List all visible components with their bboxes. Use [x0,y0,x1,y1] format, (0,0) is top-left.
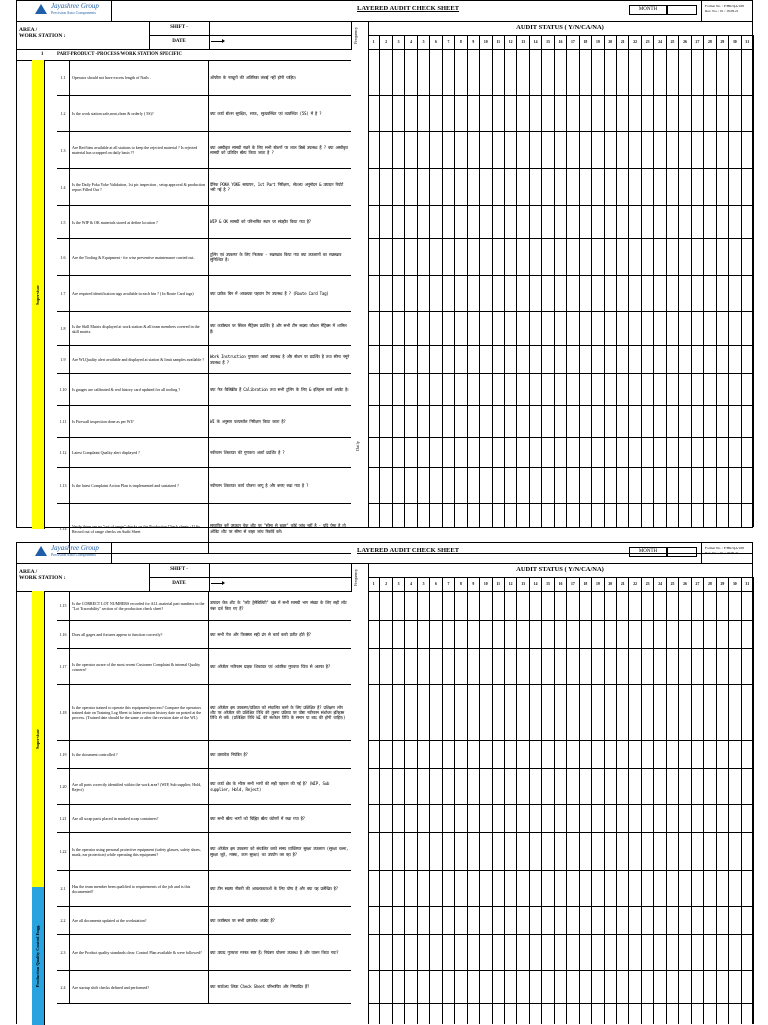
section-1-title: 1 PART-PRODUCT -PROCESS/WORK STATION SPECIFIC [17,49,351,61]
day-column [480,591,492,1024]
day-number-row [368,577,752,592]
item-number: 1.5 [57,206,70,238]
shift-label: SHIFT - [149,21,210,36]
grid-row-line [368,768,752,769]
frequency-label: Frequency [353,569,358,586]
day-number: 28 [704,35,716,49]
audit-sheet-page-2 [16,542,753,1024]
day-column [592,49,604,527]
shift-label: SHIFT - [149,563,210,578]
question-text: Latest Complaint Quality alert displayed ? [70,438,209,467]
day-number: 22 [629,577,641,591]
question-text: Is Firewall inspection done as per WI? [70,406,209,437]
grid-row-line [368,503,752,504]
day-number: 6 [430,35,442,49]
grid-row-line [368,405,752,406]
day-column [468,591,480,1024]
item-number: 1.19 [57,741,70,768]
question-text: Are all scrap parts placed in marked scrap containers? [70,805,209,832]
checklist-row [57,276,351,312]
day-column [542,591,554,1024]
checklist-row [57,971,351,1004]
checklist-row [57,907,351,935]
day-column [443,49,455,527]
day-number: 13 [517,577,529,591]
checklist-row [57,206,351,239]
day-column [704,591,716,1024]
item-number: 2.2 [57,907,70,934]
question-translation: क्या प्रत्येक बिन में आवश्यक पहचान टैग उपलब्ध हैं ? (Route Card Tag) [210,290,329,296]
day-number: 14 [530,35,542,49]
item-number: 1.1 [57,60,70,95]
grid-row-line [368,870,752,871]
grid-row-line [368,684,752,685]
day-number: 23 [642,577,654,591]
day-number: 31 [742,577,754,591]
checklist-row [57,741,351,769]
question-translation: क्या दस्तावेज़ नियंत्रित है? [210,751,248,757]
item-number: 1.4 [57,169,70,205]
question-translation: उत्पादन चेक शीट के "लॉट ट्रेसेबिलिटी" खंड में सभी सामग्री भाग संख्या के लिए सही लॉट नंबर दर्ज किए गए हैं? [210,600,347,611]
day-number: 8 [455,35,467,49]
question-translation: Work Instruction गुणवत्ता अलर्ट उपलब्ध है और स्टेशन पर प्रदर्शित है तथा सीमा नमूने उपलब्ध हैं ? [210,354,350,365]
question-text: Are required identification tags available in each bin ? ( In Route Card tags) [70,276,209,311]
grid-row-line [368,648,752,649]
day-column [555,591,567,1024]
checklist-row [57,621,351,649]
day-number: 29 [717,35,729,49]
day-column [729,49,741,527]
day-column [468,49,480,527]
checklist-row [57,871,351,907]
format-info: Format No. : F/HR/QA/168 Rev. No. : 01 / 18.09.21 [705,4,744,13]
question-text: Is the Daily Poka Yoke Validation, 1st pic inspection , setup approval & production report Filled Out ? [70,169,209,205]
day-number: 25 [667,35,679,49]
item-number: 1.2 [57,96,70,131]
day-number: 3 [393,577,405,591]
date-label: DATE [149,35,210,50]
item-number: 1.21 [57,805,70,832]
question-translation: क्या गेज कैलिब्रेटेड हैं Calibration तथा सभी टूलिंग के लिए & इतिहास कार्ड अपडेट है। [210,386,349,392]
day-column [717,49,729,527]
question-text: Does all gages and fixtures appear to function correctly? [70,621,209,648]
checklist-row [57,312,351,346]
question-text: Is the WIP & OK materials stored at define location ? [70,206,209,238]
arrow-right-icon [211,583,223,584]
day-column [493,591,505,1024]
day-column [580,591,592,1024]
question-translation: क्या सभी गेज और फिक्स्चर सही ढंग से कार्य करते प्रतीत होते हैं? [210,631,311,637]
brand-name: Jayashree Group [51,544,99,552]
grid-row-line [368,804,752,805]
day-column [617,591,629,1024]
production-quality-tag: Production Quality Control Engg. [32,887,45,1025]
checklist-row [57,685,351,741]
question-text: Is the work station safe,neat,clean & orderly ( 5S)? [70,96,209,131]
item-number: 1.16 [57,621,70,648]
day-number: 21 [617,577,629,591]
shift-field[interactable] [209,21,352,36]
question-text: Is the CORRECT LOT NUMBERS recorded for ALL material part numbers in the "Lot Traceability" section of the production check sheet? [70,591,209,620]
checklist-row [57,438,351,468]
question-text: Are WI,Quality alert available and displayed at station & limit samples available ? [70,346,209,373]
question-translation: क्या सभी स्क्रैप भागों को चिह्नित स्क्रैप कंटेनरों में रखा गया है? [210,815,305,821]
date-label: DATE [149,577,210,592]
grid-row-line [368,832,752,833]
grid-row-line [368,168,752,169]
checklist-row [57,239,351,276]
item-number: 1.11 [57,406,70,437]
day-column [580,49,592,527]
day-number: 15 [542,35,554,49]
day-column [418,591,430,1024]
question-translation: WIP & OK सामग्री को परिभाषित स्थान पर संग्रहीत किया गया है? [210,219,311,225]
question-translation: क्या कार्यस्थल पर स्किल मैट्रिक्स प्रदर्शित है और सभी टीम सदस्य कौशल मैट्रिक्स में शामिल हैं। [210,323,347,334]
question-translation: क्या ऑपरेटर इस उपकरण को संचालित करते समय व्यक्तिगत सुरक्षा उपकरण (सुरक्षा चश्मा, सुरक्षा जूते, मास्क, कान सुरक्षा) का उपयोग कर रहा है? [210,846,349,857]
day-column [617,49,629,527]
day-column [567,49,579,527]
day-column [517,591,529,1024]
checklist-row [57,132,351,169]
month-field[interactable] [667,547,697,557]
day-column [405,591,417,1024]
day-column [605,591,617,1024]
checklist-row [57,649,351,685]
question-text: Are the Product quality standards clear. Control Plan available & were followed? [70,935,209,970]
day-column [654,591,666,1024]
grid-row-line [368,1003,752,1004]
day-number: 4 [405,35,417,49]
day-number: 26 [679,35,691,49]
question-translation: क्या अस्वीकृत सामग्री रखने के लिए सभी स्टेशनों पर लाल डिब्बे उपलब्ध हैं ? क्या अस्वीकृत सामग्री को प्रतिदिन स्क्रैप किया जाता है ? [210,144,348,155]
question-translation: क्या कार्य स्टेशन सुरक्षित, साफ, सुव्यवस्थित एवं व्यवस्थित (5S) में है ? [210,110,322,116]
question-translation: दैनिक POKA YOKE सत्यापन, 1st Part निरीक्षण, सेटअप अनुमोदन & उत्पादन रिपोर्ट भरी गई है ? [210,181,343,192]
logo-icon [35,4,47,14]
day-number: 27 [692,577,704,591]
day-column [642,49,654,527]
day-number: 17 [567,35,579,49]
day-column [530,591,542,1024]
sheet-header [17,543,752,564]
day-number: 28 [704,577,716,591]
item-number: 1.6 [57,239,70,275]
day-column [567,591,579,1024]
question-text: Is the latest Complaint Action Plan is implemented and sustained ? [70,468,209,503]
day-column [455,591,467,1024]
day-number: 7 [443,35,455,49]
grid-row-line [368,345,752,346]
question-translation: क्या टीम सदस्य नौकरी की आवश्यकताओं के लिए योग्य है और क्या यह प्रलेखित है? [210,885,338,891]
checklist-row [57,833,351,871]
day-column [692,591,704,1024]
day-column [692,49,704,527]
day-column [592,591,604,1024]
item-number: 1.15 [57,591,70,620]
format-info: Format No. : F/HR/QA/168 Rev. No. : 01 / 18.09.21 [705,546,744,555]
item-number: 2.3 [57,935,70,970]
grid-row-line [368,205,752,206]
checklist-row [57,935,351,971]
day-column [654,49,666,527]
audit-status-grid[interactable] [368,591,752,1024]
day-column [505,49,517,527]
grid-row-line [368,740,752,741]
grid-row-line [368,238,752,239]
question-text: Is the operator trained to operate this equipment/process? Compare the operators trained date on Training Log Sheet to latest revision history date on posted at the process. (Trained date should be the same or after the revision date of the WI.) [70,685,209,740]
day-number: 5 [418,577,430,591]
question-text: Is gauges are calibrated & real history card updated for all tooling ? [70,374,209,405]
day-column [405,49,417,527]
item-number: 1.3 [57,132,70,168]
day-column [679,591,691,1024]
checklist-row [57,169,351,206]
brand-name: Jayashree Group [51,2,99,10]
day-number: 5 [418,35,430,49]
day-number: 30 [729,577,741,591]
day-number: 14 [530,577,542,591]
item-number: 1.22 [57,833,70,870]
item-number: 1.10 [57,374,70,405]
audit-status-header: AUDIT STATUS ( Y/N/CA/NA) [368,21,752,36]
day-number: 15 [542,577,554,591]
day-number: 22 [629,35,641,49]
month-label: MONTH [629,5,667,15]
date-field[interactable] [209,35,352,50]
day-column [443,591,455,1024]
logo-icon [35,546,47,556]
day-number: 2 [380,577,392,591]
question-translation: क्या ऑपरेटर इस उपकरण/प्रक्रिया को संचालित करने के लिए प्रशिक्षित है? प्रशिक्षण लॉग शीट पर ऑपरेटर की प्रशिक्षित तिथि की तुलना प्रक्रिया पर पोस्ट नवीनतम संशोधन इतिहास तिथि से करें। (प्रशिक्षित तिथि WI की संशोधन तिथि के समान या बाद की होनी चाहिए।) [210,704,346,721]
item-number: 1.9 [57,346,70,373]
company-logo [31,2,111,20]
day-number: 24 [654,577,666,591]
grid-row-line [368,970,752,971]
day-number: 9 [468,577,480,591]
question-text: Operator should not have excess length of Nails . [70,60,209,95]
frequency-column [351,21,369,527]
grid-row-line [368,311,752,312]
day-number: 20 [605,577,617,591]
frequency-value: Daily [355,441,360,451]
item-number: 1.17 [57,649,70,684]
date-field[interactable] [209,577,352,592]
day-number: 10 [480,577,492,591]
checklist-row [57,60,351,96]
audit-status-header: AUDIT STATUS ( Y/N/CA/NA) [368,563,752,578]
day-number: 23 [642,35,654,49]
sheet-title: LAYERED AUDIT CHECK SHEET [357,5,460,12]
day-column [393,49,405,527]
day-number: 2 [380,35,392,49]
item-number: 1.20 [57,769,70,804]
day-number: 30 [729,35,741,49]
checklist-row [57,374,351,406]
day-number: 12 [505,577,517,591]
grid-row-line [368,934,752,935]
day-number: 18 [580,577,592,591]
brand-subtitle: Precision Auto Components [51,552,96,557]
supervisor-tag: Supervisor [32,591,45,887]
day-number: 29 [717,577,729,591]
day-number: 10 [480,35,492,49]
question-translation: WI के अनुसार फायरवॉल निरीक्षण किया जाता है? [210,418,286,424]
item-number: 1.18 [57,685,70,740]
audit-status-grid[interactable] [368,49,752,527]
question-translation: टूलिंग एवं उपकरण के लिए निवारक - रखरखाव किया गया क्या उपकरणों का रखरखाव सुनिश्चित है। [210,251,342,262]
question-translation: नवीनतम शिकायत कार्य योजना लागू है और बनाए रखा गया है ? [210,482,309,488]
question-text: Are startup shift checks defined and performed? [70,971,209,1003]
day-number: 1 [368,35,380,49]
item-number: 2.1 [57,871,70,906]
day-column [629,49,641,527]
day-column [667,49,679,527]
day-column [393,591,405,1024]
question-translation: क्या कार्यस्थल पर सभी दस्तावेज़ अपडेट हैं? [210,917,275,923]
day-column [679,49,691,527]
day-column [605,49,617,527]
day-column [742,591,754,1024]
question-translation: ऑपरेटर के नाखूनों की अतिरिक्त लंबाई नहीं होनी चाहिए। [210,74,296,80]
grid-row-line [368,275,752,276]
question-translation: क्या उत्पाद गुणवत्ता मानक स्पष्ट हैं। नियंत्रण योजना उपलब्ध है और पालन किया गया? [210,949,339,955]
question-translation: क्या ऑपरेटर नवीनतम ग्राहक शिकायत एवं आंतरिक गुणवत्ता चिंता से अवगत है? [210,663,330,669]
day-number-row [368,35,752,50]
day-column [430,49,442,527]
checklist-row [57,468,351,504]
day-column [629,591,641,1024]
question-text: Are the Tooling & Equipment - for wise preventive maintenance carried out. [70,239,209,275]
day-column [418,49,430,527]
question-translation: क्या स्टार्टअप शिफ्ट Check Sheet परिभाषित और निष्पादित हैं? [210,984,310,990]
checklist-row [57,406,351,438]
grid-row-line [368,437,752,438]
day-column [430,591,442,1024]
area-work-station: AREA / WORK STATION : [17,563,150,592]
company-logo [31,544,111,562]
day-number: 19 [592,577,604,591]
day-number: 7 [443,577,455,591]
question-translation: क्या कार्य क्षेत्र के भीतर सभी भागों की सही पहचान की गई है? (WIP, Sub supplier, Hold, Reject) [210,781,330,792]
day-number: 11 [493,35,505,49]
item-number: 1.12 [57,438,70,467]
item-number: 2.4 [57,971,70,1003]
item-number: 1.14 [57,504,70,553]
day-column [717,591,729,1024]
question-translation: नवीनतम शिकायत की गुणवत्ता अलर्ट प्रदर्शित है ? [210,449,285,455]
day-number: 3 [393,35,405,49]
day-number: 31 [742,35,754,49]
day-column [704,49,716,527]
audit-sheet-page-1 [16,0,753,534]
day-number: 9 [468,35,480,49]
arrow-right-icon [211,41,223,42]
month-label: MONTH [629,547,667,557]
sheet-title: LAYERED AUDIT CHECK SHEET [357,547,460,554]
shift-field[interactable] [209,563,352,578]
day-column [368,591,380,1024]
day-number: 25 [667,577,679,591]
checklist-row [57,769,351,805]
question-text: Are all documents updated at the workstation? [70,907,209,934]
question-text: Are Red bins available at all stations to keep the rejected material ? Is rejected material has scrapped on daily basis ?? [70,132,209,168]
day-column [505,591,517,1024]
question-text: Verify there are no "out of range" checks on the Production Check sheets - If So Record out of range checks on Audit Sheet [70,504,209,553]
day-column [455,49,467,527]
day-column [729,591,741,1024]
grid-row-line [368,373,752,374]
question-text: Is the document controlled ? [70,741,209,768]
day-number: 6 [430,577,442,591]
day-number: 27 [692,35,704,49]
month-field[interactable] [667,5,697,15]
day-column [380,49,392,527]
day-column [368,49,380,527]
day-number: 13 [517,35,529,49]
grid-row-line [368,906,752,907]
question-text: Is the operator using personal protective equipment (safety glasses, safety shoes, mask, ear protection) while operating this equipment? [70,833,209,870]
day-number: 16 [555,35,567,49]
item-number: 1.7 [57,276,70,311]
day-number: 26 [679,577,691,591]
grid-row-line [368,131,752,132]
day-number: 19 [592,35,604,49]
frequency-label: Frequency [353,27,358,44]
day-column [642,591,654,1024]
supervisor-tag: Supervisor [32,60,45,529]
grid-row-line [368,620,752,621]
day-column [530,49,542,527]
day-column [555,49,567,527]
day-number: 16 [555,577,567,591]
checklist-row [57,96,351,132]
day-number: 21 [617,35,629,49]
frequency-column [351,563,369,1024]
day-number: 24 [654,35,666,49]
item-number: 1.13 [57,468,70,503]
day-column [517,49,529,527]
day-column [380,591,392,1024]
day-number: 17 [567,577,579,591]
day-number: 11 [493,577,505,591]
question-text: Is the Skill Matrix displayed at work station & all team members covered in the skill matrix. [70,312,209,345]
question-text: Is the operator aware of the most recent Customer Complaint & internal Quality concern? [70,649,209,684]
day-column [667,591,679,1024]
question-text: Has the team member been qualified to requirements of the job and is this documented? [70,871,209,906]
day-number: 1 [368,577,380,591]
day-number: 12 [505,35,517,49]
day-number: 20 [605,35,617,49]
brand-subtitle: Precision Auto Components [51,10,96,15]
checklist-row [57,805,351,833]
question-translation: सत्यापित करें उत्पादन चेक शीट पर "सीमा से बाहर" कोई जांच नहीं है - यदि ऐसा है तो ऑडिट शीट पर सीमा से बाहर जांच रिकॉर्ड करें। [210,523,346,534]
day-number: 18 [580,35,592,49]
question-text: Are all parts correctly identified within the work area? (WIP, Sub supplier, Hold, Reject) [70,769,209,804]
day-column [542,49,554,527]
day-number: 4 [405,577,417,591]
day-column [742,49,754,527]
item-number: 1.8 [57,312,70,345]
checklist-row [57,591,351,621]
grid-row-line [368,95,752,96]
grid-row-line [368,467,752,468]
day-number: 8 [455,577,467,591]
sheet-header [17,1,752,22]
checklist-row [57,346,351,374]
day-column [493,49,505,527]
day-column [480,49,492,527]
area-work-station: AREA / WORK STATION : [17,21,150,50]
